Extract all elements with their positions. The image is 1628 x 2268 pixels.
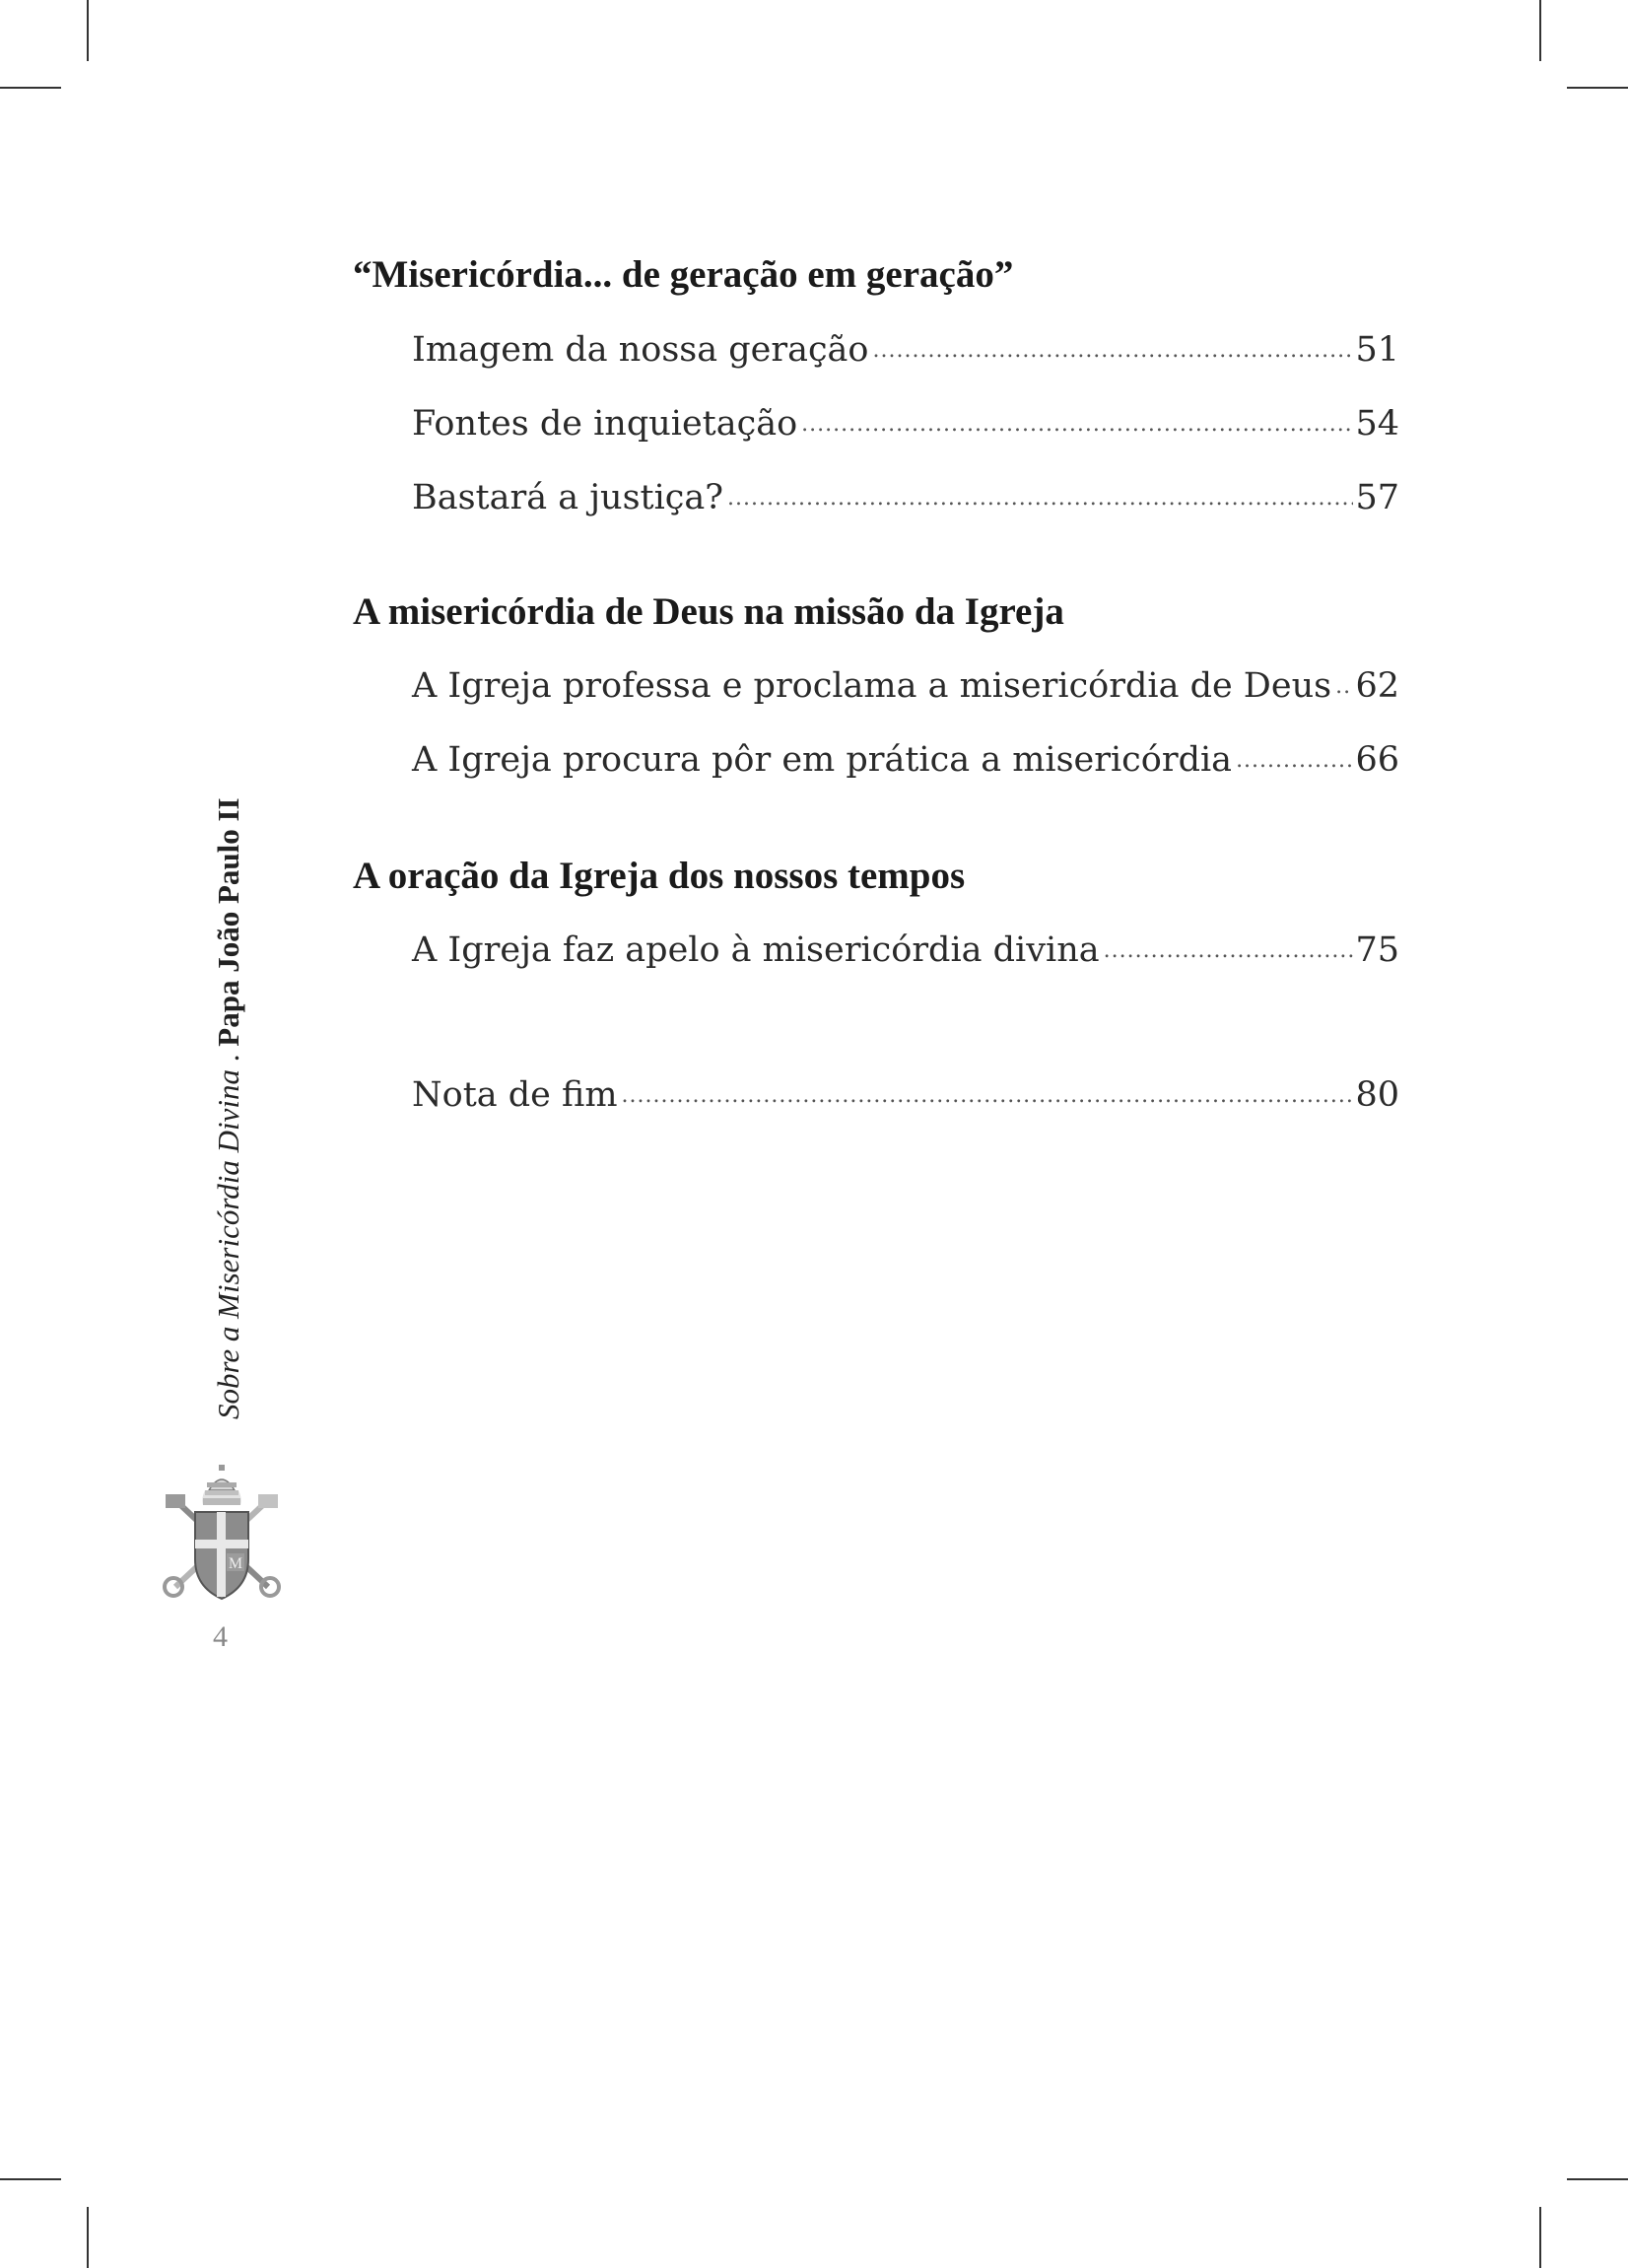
toc-entry[interactable] — [412, 930, 1399, 970]
papal-coat-of-arms-icon — [158, 1461, 286, 1609]
toc-entry[interactable] — [412, 478, 1399, 517]
toc-entry-label: A Igreja professa e proclama a misericórdia de Deus — [412, 666, 1332, 706]
toc-entry-label: Nota de fim — [412, 1075, 618, 1115]
toc-entry-label: A Igreja faz apelo à misericórdia divina — [412, 930, 1100, 970]
dot-leader — [873, 338, 1354, 363]
toc-entry-page: 66 — [1355, 740, 1399, 780]
toc-entry[interactable] — [412, 330, 1399, 370]
toc-entry[interactable] — [412, 666, 1399, 706]
crop-mark-bottom-right-vertical — [1539, 2207, 1541, 2268]
toc-entry-page: 51 — [1355, 330, 1399, 370]
running-head-book-title: Sobre a Misericórdia Divina — [211, 1068, 245, 1419]
crest-monogram: M — [228, 1555, 243, 1572]
dot-leader — [1236, 748, 1353, 773]
toc-entry-page: 54 — [1355, 404, 1399, 444]
running-head-text — [209, 797, 248, 1419]
crop-mark-top-right-horizontal — [1567, 87, 1628, 89]
dot-leader — [1335, 674, 1353, 699]
crop-mark-top-left-horizontal — [0, 87, 61, 89]
toc-entry-final[interactable] — [412, 1075, 1399, 1115]
crop-mark-top-right-vertical — [1539, 0, 1541, 61]
dot-leader — [1104, 938, 1354, 963]
toc-section-title: “Misericórdia... de geração em geração” — [353, 253, 1014, 296]
dot-leader — [622, 1083, 1354, 1108]
running-head-separator: . — [211, 1046, 245, 1069]
page-number: 4 — [213, 1620, 228, 1653]
dot-leader — [727, 486, 1353, 511]
crop-mark-top-left-vertical — [87, 0, 89, 61]
dot-leader — [801, 412, 1353, 437]
toc-entry-label: Fontes de inquietação — [412, 404, 798, 444]
toc-entry-page: 57 — [1355, 478, 1399, 517]
crop-mark-bottom-right-horizontal — [1567, 2178, 1628, 2180]
running-head-author: Papa João Paulo II — [211, 797, 245, 1047]
crop-mark-bottom-left-vertical — [87, 2207, 89, 2268]
toc-entry-page: 62 — [1355, 666, 1399, 706]
toc-entry-label: Imagem da nossa geração — [412, 330, 869, 370]
crop-mark-bottom-left-horizontal — [0, 2178, 61, 2180]
toc-entry[interactable] — [412, 404, 1399, 444]
toc-section-title: A oração da Igreja dos nossos tempos — [353, 855, 966, 897]
toc-entry-label: Bastará a justiça? — [412, 478, 724, 517]
toc-section-title: A misericórdia de Deus na missão da Igreja — [353, 590, 1064, 633]
toc-entry-page: 80 — [1355, 1075, 1399, 1115]
toc-entry[interactable] — [412, 740, 1399, 780]
toc-entry-page: 75 — [1355, 930, 1399, 970]
toc-entry-label: A Igreja procura pôr em prática a misericórdia — [412, 740, 1233, 780]
